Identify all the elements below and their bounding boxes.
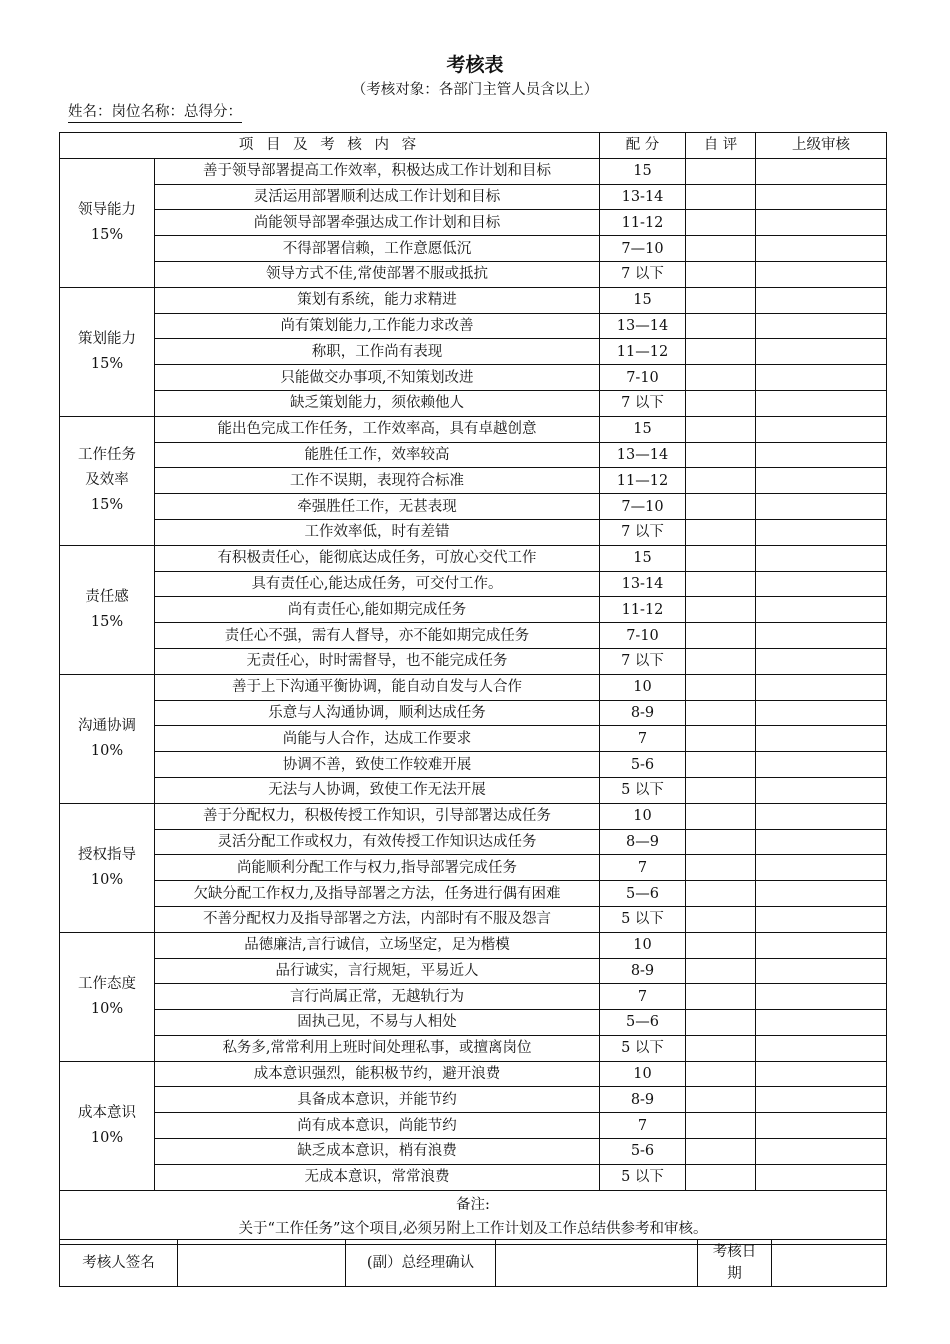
superior-review-cell[interactable] <box>756 184 887 210</box>
criteria-row <box>60 958 887 984</box>
superior-review-cell[interactable] <box>756 777 887 803</box>
superior-review-cell[interactable] <box>756 803 887 829</box>
self-eval-cell[interactable] <box>686 261 756 287</box>
criteria-score: 8-9 <box>600 700 686 726</box>
self-eval-cell[interactable] <box>686 829 756 855</box>
criteria-row <box>60 184 887 210</box>
criteria-row <box>60 468 887 494</box>
criteria-score: 5-6 <box>600 1139 686 1165</box>
criteria-text: 只能做交办事项,不知策划改进 <box>155 365 600 391</box>
criteria-text: 尚能与人合作，达成工作要求 <box>155 726 600 752</box>
self-eval-cell[interactable] <box>686 1061 756 1087</box>
criteria-text: 责任心不强，需有人督导，亦不能如期完成任务 <box>155 623 600 649</box>
self-eval-cell[interactable] <box>686 468 756 494</box>
criteria-text: 尚有策划能力,工作能力求改善 <box>155 313 600 339</box>
criteria-score: 7 以下 <box>600 261 686 287</box>
criteria-row <box>60 700 887 726</box>
criteria-score: 15 <box>600 545 686 571</box>
superior-review-cell[interactable] <box>756 700 887 726</box>
header-row <box>60 133 887 159</box>
self-eval-cell[interactable] <box>686 674 756 700</box>
criteria-row <box>60 752 887 778</box>
criteria-score: 5 以下 <box>600 906 686 932</box>
criteria-text: 尚能领导部署牵强达成工作计划和目标 <box>155 210 600 236</box>
category-cell <box>60 803 155 932</box>
criteria-row <box>60 442 887 468</box>
criteria-row <box>60 365 887 391</box>
self-eval-cell[interactable] <box>686 1035 756 1061</box>
criteria-row <box>60 829 887 855</box>
criteria-score: 10 <box>600 1061 686 1087</box>
category-cell <box>60 416 155 545</box>
criteria-row <box>60 236 887 262</box>
criteria-row <box>60 1139 887 1165</box>
category-name: 授权指导 <box>78 846 136 863</box>
superior-review-cell[interactable] <box>756 571 887 597</box>
criteria-row <box>60 1061 887 1087</box>
self-eval-cell[interactable] <box>686 881 756 907</box>
category-name: 沟通协调 <box>78 717 136 734</box>
criteria-text: 具有责任心,能达成任务，可交付工作。 <box>155 571 600 597</box>
criteria-row <box>60 287 887 313</box>
superior-review-cell[interactable] <box>756 829 887 855</box>
criteria-text: 品德廉洁,言行诚信，立场坚定，足为楷模 <box>155 932 600 958</box>
superior-review-cell[interactable] <box>756 210 887 236</box>
criteria-score: 5—6 <box>600 881 686 907</box>
criteria-text: 无成本意识，常常浪费 <box>155 1164 600 1190</box>
criteria-score: 13—14 <box>600 313 686 339</box>
criteria-score: 7—10 <box>600 494 686 520</box>
criteria-row <box>60 339 887 365</box>
self-eval-cell[interactable] <box>686 726 756 752</box>
criteria-row <box>60 519 887 545</box>
superior-review-cell[interactable] <box>756 984 887 1010</box>
category-cell <box>60 545 155 674</box>
criteria-score: 15 <box>600 158 686 184</box>
criteria-score: 5—6 <box>600 1010 686 1036</box>
superior-review-cell[interactable] <box>756 855 887 881</box>
self-eval-cell[interactable] <box>686 442 756 468</box>
self-eval-cell[interactable] <box>686 752 756 778</box>
criteria-text: 缺乏策划能力，须依赖他人 <box>155 390 600 416</box>
superior-review-cell[interactable] <box>756 597 887 623</box>
criteria-text: 灵活运用部署顺利达成工作计划和目标 <box>155 184 600 210</box>
superior-review-cell[interactable] <box>756 752 887 778</box>
criteria-row <box>60 623 887 649</box>
self-eval-cell[interactable] <box>686 313 756 339</box>
criteria-row <box>60 390 887 416</box>
self-eval-cell[interactable] <box>686 365 756 391</box>
criteria-text: 具备成本意识，并能节约 <box>155 1087 600 1113</box>
criteria-text: 无法与人协调，致使工作无法开展 <box>155 777 600 803</box>
self-eval-cell[interactable] <box>686 648 756 674</box>
criteria-text: 协调不善，致使工作较难开展 <box>155 752 600 778</box>
self-eval-cell[interactable] <box>686 1087 756 1113</box>
category-name: 工作态度 <box>78 975 136 992</box>
category-cell <box>60 932 155 1061</box>
assess-date-label-line1: 考核日 <box>712 1244 757 1260</box>
superior-review-cell[interactable] <box>756 313 887 339</box>
category-weight: 15% <box>90 497 124 514</box>
criteria-text: 工作效率低，时有差错 <box>155 519 600 545</box>
superior-review-cell[interactable] <box>756 1113 887 1139</box>
criteria-score: 11-12 <box>600 597 686 623</box>
criteria-score: 13-14 <box>600 184 686 210</box>
criteria-text: 私务多,常常利用上班时间处理私事，或擅离岗位 <box>155 1035 600 1061</box>
criteria-text: 领导方式不佳,常使部署不服或抵抗 <box>155 261 600 287</box>
assessor-sign-field[interactable] <box>178 1240 346 1287</box>
self-eval-cell[interactable] <box>686 339 756 365</box>
page-title: 考核表 <box>446 54 504 76</box>
superior-review-cell[interactable] <box>756 390 887 416</box>
criteria-row <box>60 158 887 184</box>
superior-review-cell[interactable] <box>756 906 887 932</box>
remarks-label: 备注: <box>456 1197 490 1214</box>
gm-confirm-field[interactable] <box>496 1240 698 1287</box>
superior-review-cell[interactable] <box>756 1164 887 1190</box>
criteria-text: 言行尚属正常，无越轨行为 <box>155 984 600 1010</box>
criteria-score: 13-14 <box>600 571 686 597</box>
criteria-row <box>60 1010 887 1036</box>
criteria-score: 7 <box>600 1113 686 1139</box>
criteria-row <box>60 932 887 958</box>
criteria-score: 7 以下 <box>600 648 686 674</box>
self-eval-cell[interactable] <box>686 390 756 416</box>
assess-date-label-line2: 期 <box>727 1266 742 1282</box>
criteria-text: 牵强胜任工作，无甚表现 <box>155 494 600 520</box>
self-eval-cell[interactable] <box>686 1164 756 1190</box>
superior-review-cell[interactable] <box>756 1139 887 1165</box>
self-eval-cell[interactable] <box>686 571 756 597</box>
criteria-row <box>60 855 887 881</box>
category-weight: 10% <box>90 1000 124 1017</box>
criteria-text: 无责任心，时时需督导，也不能完成任务 <box>155 648 600 674</box>
superior-review-cell[interactable] <box>756 1010 887 1036</box>
criteria-row <box>60 571 887 597</box>
criteria-score: 10 <box>600 674 686 700</box>
criteria-score: 5 以下 <box>600 1164 686 1190</box>
signature-row <box>60 1240 887 1287</box>
criteria-row <box>60 726 887 752</box>
header-superior: 上级审核 <box>756 133 887 159</box>
criteria-row <box>60 313 887 339</box>
criteria-score: 5 以下 <box>600 777 686 803</box>
criteria-text: 不得部署信赖，工作意愿低沉 <box>155 236 600 262</box>
criteria-text: 缺乏成本意识，梢有浪费 <box>155 1139 600 1165</box>
superior-review-cell[interactable] <box>756 881 887 907</box>
category-weight: 10% <box>90 1129 124 1146</box>
criteria-text: 尚能顺利分配工作与权力,指导部署完成任务 <box>155 855 600 881</box>
criteria-score: 11—12 <box>600 468 686 494</box>
criteria-row <box>60 777 887 803</box>
superior-review-cell[interactable] <box>756 339 887 365</box>
criteria-score: 15 <box>600 416 686 442</box>
criteria-score: 7 以下 <box>600 519 686 545</box>
superior-review-cell[interactable] <box>756 365 887 391</box>
criteria-score: 8-9 <box>600 1087 686 1113</box>
page-subtitle: （考核对象：各部门主管人员含以上） <box>351 82 599 98</box>
category-weight: 10% <box>90 871 124 888</box>
self-eval-cell[interactable] <box>686 184 756 210</box>
self-eval-cell[interactable] <box>686 984 756 1010</box>
self-eval-cell[interactable] <box>686 494 756 520</box>
remarks-row <box>60 1190 887 1244</box>
criteria-text: 善于领导部署提高工作效率，积极达成工作计划和目标 <box>155 158 600 184</box>
criteria-text: 成本意识强烈，能积极节约，避开浪费 <box>155 1061 600 1087</box>
header-score: 配 分 <box>600 133 686 159</box>
category-weight: 15% <box>90 355 124 372</box>
category-weight: 10% <box>90 742 124 759</box>
criteria-row <box>60 803 887 829</box>
self-eval-cell[interactable] <box>686 700 756 726</box>
self-eval-cell[interactable] <box>686 623 756 649</box>
superior-review-cell[interactable] <box>756 674 887 700</box>
criteria-score: 5 以下 <box>600 1035 686 1061</box>
superior-review-cell[interactable] <box>756 468 887 494</box>
criteria-text: 策划有系统，能力求精进 <box>155 287 600 313</box>
assess-date-field[interactable] <box>772 1240 887 1287</box>
criteria-score: 7 <box>600 984 686 1010</box>
superior-review-cell[interactable] <box>756 1035 887 1061</box>
criteria-row <box>60 906 887 932</box>
criteria-text: 称职，工作尚有表现 <box>155 339 600 365</box>
self-eval-cell[interactable] <box>686 958 756 984</box>
criteria-text: 品行诚实，言行规矩，平易近人 <box>155 958 600 984</box>
criteria-text: 有积极责任心，能彻底达成任务，可放心交代工作 <box>155 545 600 571</box>
self-eval-cell[interactable] <box>686 906 756 932</box>
criteria-row <box>60 210 887 236</box>
self-eval-cell[interactable] <box>686 545 756 571</box>
assessment-table <box>59 132 887 1245</box>
header-self: 自 评 <box>686 133 756 159</box>
header-content: 项 目 及 考 核 内 容 <box>60 133 600 159</box>
criteria-row <box>60 1087 887 1113</box>
category-cell <box>60 1061 155 1190</box>
assessor-sign-label: 考核人签名 <box>60 1240 178 1287</box>
criteria-row <box>60 597 887 623</box>
category-cell <box>60 287 155 416</box>
criteria-text: 乐意与人沟通协调，顺利达成任务 <box>155 700 600 726</box>
self-eval-cell[interactable] <box>686 416 756 442</box>
criteria-text: 尚有责任心,能如期完成任务 <box>155 597 600 623</box>
self-eval-cell[interactable] <box>686 777 756 803</box>
criteria-row <box>60 261 887 287</box>
assess-date-label <box>698 1240 772 1287</box>
criteria-row <box>60 984 887 1010</box>
category-name: 领导能力 <box>78 201 136 218</box>
self-eval-cell[interactable] <box>686 932 756 958</box>
superior-review-cell[interactable] <box>756 958 887 984</box>
criteria-row <box>60 1035 887 1061</box>
criteria-score: 7—10 <box>600 236 686 262</box>
criteria-score: 13—14 <box>600 442 686 468</box>
superior-review-cell[interactable] <box>756 519 887 545</box>
remarks-text: 关于“工作任务”这个项目,必须另附上工作计划及工作总结供参考和审核。 <box>238 1221 708 1238</box>
signature-table <box>59 1239 887 1287</box>
superior-review-cell[interactable] <box>756 236 887 262</box>
self-eval-cell[interactable] <box>686 1010 756 1036</box>
self-eval-cell[interactable] <box>686 210 756 236</box>
superior-review-cell[interactable] <box>756 648 887 674</box>
superior-review-cell[interactable] <box>756 494 887 520</box>
superior-review-cell[interactable] <box>756 416 887 442</box>
criteria-text: 善于分配权力，积极传授工作知识，引导部署达成任务 <box>155 803 600 829</box>
criteria-score: 5-6 <box>600 752 686 778</box>
criteria-score: 11—12 <box>600 339 686 365</box>
criteria-score: 11-12 <box>600 210 686 236</box>
self-eval-cell[interactable] <box>686 1113 756 1139</box>
criteria-text: 灵活分配工作或权力，有效传授工作知识达成任务 <box>155 829 600 855</box>
category-weight: 15% <box>90 613 124 630</box>
self-eval-cell[interactable] <box>686 597 756 623</box>
self-eval-cell[interactable] <box>686 1139 756 1165</box>
criteria-text: 不善分配权力及指导部署之方法，内部时有不服及怨言 <box>155 906 600 932</box>
superior-review-cell[interactable] <box>756 932 887 958</box>
self-eval-cell[interactable] <box>686 287 756 313</box>
criteria-text: 工作不误期，表现符合标准 <box>155 468 600 494</box>
self-eval-cell[interactable] <box>686 236 756 262</box>
criteria-score: 8-9 <box>600 958 686 984</box>
category-cell <box>60 158 155 287</box>
self-eval-cell[interactable] <box>686 855 756 881</box>
criteria-text: 善于上下沟通平衡协调，能自动自发与人合作 <box>155 674 600 700</box>
criteria-score: 15 <box>600 287 686 313</box>
self-eval-cell[interactable] <box>686 158 756 184</box>
criteria-score: 7 <box>600 726 686 752</box>
criteria-text: 能出色完成工作任务，工作效率高，具有卓越创意 <box>155 416 600 442</box>
self-eval-cell[interactable] <box>686 519 756 545</box>
criteria-row <box>60 545 887 571</box>
criteria-score: 7-10 <box>600 623 686 649</box>
criteria-row <box>60 494 887 520</box>
superior-review-cell[interactable] <box>756 623 887 649</box>
info-line: 姓名：岗位名称：总得分： <box>68 103 242 123</box>
superior-review-cell[interactable] <box>756 261 887 287</box>
category-name: 工作任务及效率 <box>78 447 136 489</box>
criteria-text: 欠缺分配工作权力,及指导部署之方法，任务进行偶有困难 <box>155 881 600 907</box>
criteria-score: 7-10 <box>600 365 686 391</box>
category-cell <box>60 674 155 803</box>
criteria-row <box>60 648 887 674</box>
criteria-score: 8—9 <box>600 829 686 855</box>
superior-review-cell[interactable] <box>756 442 887 468</box>
category-weight: 15% <box>90 226 124 243</box>
category-name: 责任感 <box>85 588 129 605</box>
superior-review-cell[interactable] <box>756 1087 887 1113</box>
superior-review-cell[interactable] <box>756 158 887 184</box>
criteria-row <box>60 416 887 442</box>
criteria-row <box>60 1164 887 1190</box>
remarks-cell <box>60 1190 887 1244</box>
gm-confirm-label: (副）总经理确认 <box>346 1240 496 1287</box>
criteria-text: 固执己见，不易与人相处 <box>155 1010 600 1036</box>
criteria-row <box>60 881 887 907</box>
self-eval-cell[interactable] <box>686 803 756 829</box>
criteria-score: 10 <box>600 803 686 829</box>
criteria-row <box>60 674 887 700</box>
criteria-score: 7 <box>600 855 686 881</box>
superior-review-cell[interactable] <box>756 1061 887 1087</box>
criteria-row <box>60 1113 887 1139</box>
criteria-text: 能胜任工作，效率较高 <box>155 442 600 468</box>
superior-review-cell[interactable] <box>756 545 887 571</box>
category-name: 策划能力 <box>78 330 136 347</box>
criteria-score: 10 <box>600 932 686 958</box>
category-name: 成本意识 <box>78 1104 136 1121</box>
superior-review-cell[interactable] <box>756 726 887 752</box>
superior-review-cell[interactable] <box>756 287 887 313</box>
criteria-text: 尚有成本意识，尚能节约 <box>155 1113 600 1139</box>
criteria-score: 7 以下 <box>600 390 686 416</box>
